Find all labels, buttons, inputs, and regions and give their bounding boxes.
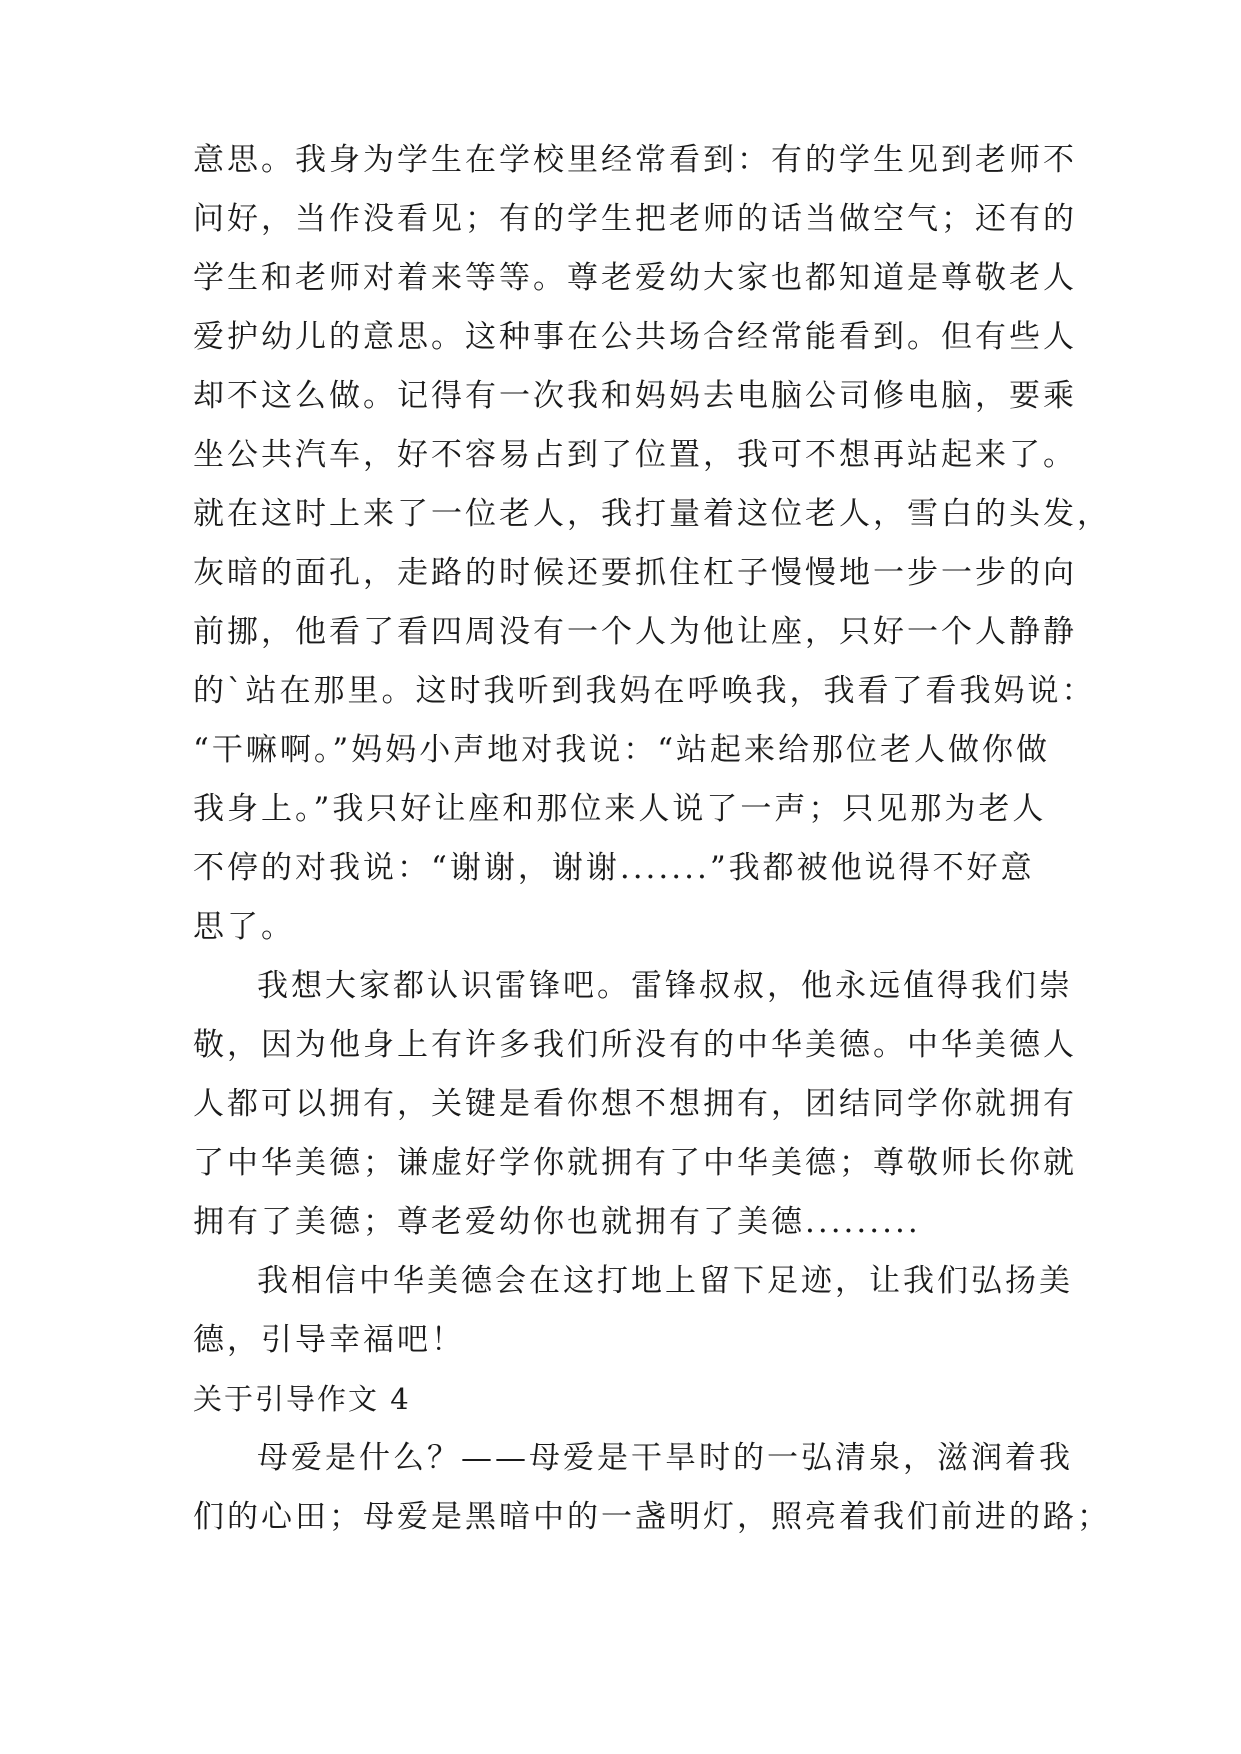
text-line: 我身上。”我只好让座和那位来人说了一声；只见那为老人 xyxy=(193,791,1047,827)
text-line: 的`站在那里。这时我听到我妈在呼唤我，我看了看我妈说： xyxy=(193,673,1096,709)
text-line: 学生和老师对着来等等。尊老爱幼大家也都知道是尊敬老人 xyxy=(193,260,1077,296)
text-line: 却不这么做。记得有一次我和妈妈去电脑公司修电脑，要乘 xyxy=(193,378,1077,414)
text-line: 我想大家都认识雷锋吧。雷锋叔叔，他永远值得我们崇 xyxy=(257,968,1073,1004)
text-line: 爱护幼儿的意思。这种事在公共场合经常能看到。但有些人 xyxy=(193,319,1077,355)
paragraph-mother-love xyxy=(193,1429,1111,1547)
text-line: 不停的对我说：“谢谢，谢谢.......”我都被他说得不好意 xyxy=(193,850,1035,886)
text-line: 意思。我身为学生在学校里经常看到：有的学生见到老师不 xyxy=(193,142,1077,178)
text-line: 坐公共汽车，好不容易占到了位置，我可不想再站起来了。 xyxy=(193,437,1077,473)
text-line: 人都可以拥有，关键是看你想不想拥有，团结同学你就拥有 xyxy=(193,1086,1077,1122)
text-line: 灰暗的面孔，走路的时候还要抓住杠子慢慢地一步一步的向 xyxy=(193,555,1077,591)
text-line: 敬，因为他身上有许多我们所没有的中华美德。中华美德人 xyxy=(193,1027,1077,1063)
text-line: 德，引导幸福吧！ xyxy=(193,1322,465,1358)
text-line: 我相信中华美德会在这打地上留下足迹，让我们弘扬美 xyxy=(257,1263,1073,1299)
text-line: “干嘛啊。”妈妈小声地对我说：“站起来给那位老人做你做 xyxy=(193,732,1051,768)
text-line: 就在这时上来了一位老人，我打量着这位老人，雪白的头发， xyxy=(193,496,1111,532)
text-line: 母爱是什么？——母爱是干旱时的一弘清泉，滋润着我 xyxy=(257,1440,1073,1476)
paragraph-respect xyxy=(193,131,1111,957)
text-line: 们的心田；母爱是黑暗中的一盏明灯，照亮着我们前进的路； xyxy=(193,1499,1111,1535)
text-line: 前挪，他看了看四周没有一个人为他让座，只好一个人静静 xyxy=(193,614,1077,650)
paragraph-leifeng xyxy=(193,957,1077,1252)
text-line: 了中华美德；谦虚好学你就拥有了中华美德；尊敬师长你就 xyxy=(193,1145,1077,1181)
paragraph-conclusion xyxy=(193,1252,1073,1370)
section-heading: 关于引导作文 4 xyxy=(193,1382,411,1416)
text-line: 问好，当作没看见；有的学生把老师的话当做空气；还有的 xyxy=(193,201,1077,237)
text-line: 思了。 xyxy=(193,909,295,945)
text-line: 拥有了美德；尊老爱幼你也就拥有了美德......... xyxy=(193,1204,921,1240)
